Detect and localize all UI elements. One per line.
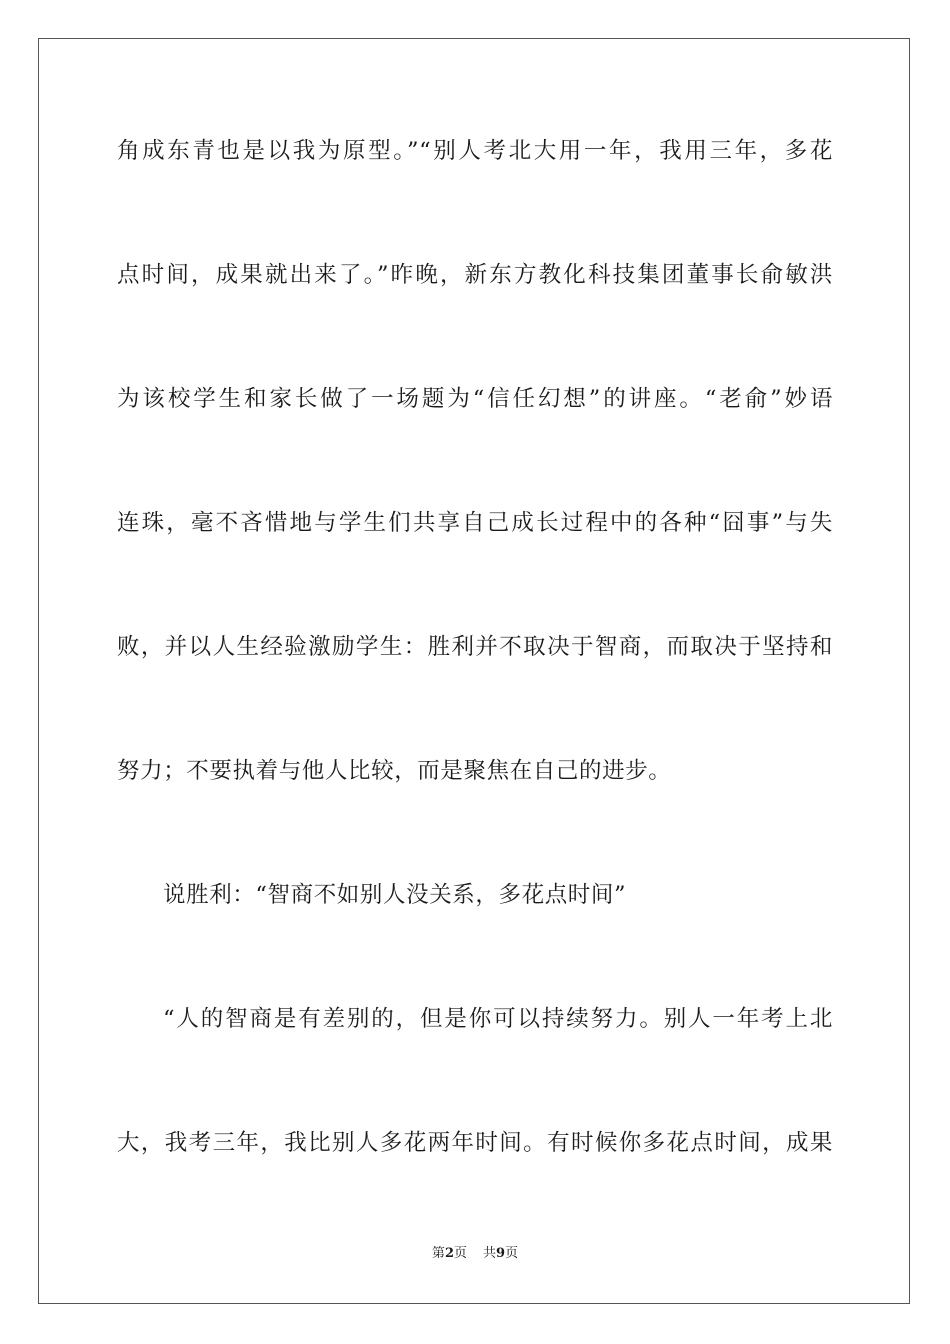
body-text-line-5: 败，并以人生经验激励学生：胜利并不取决于智商，而取决于坚持和 [117, 634, 833, 660]
footer-total-prefix: 共 [483, 1246, 497, 1261]
body-text-line-1: 角成东青也是以我为原型。”“别人考北大用一年，我用三年，多花 [117, 138, 833, 164]
body-text-line-9: 大，我考三年，我比别人多花两年时间。有时候你多花点时间，成果 [117, 1130, 833, 1156]
section-heading: 说胜利：“智商不如别人没关系，多花点时间” [163, 882, 627, 908]
footer-total-pages: 9 [496, 1246, 506, 1261]
page-border [38, 38, 910, 1304]
body-text-line-8: “人的智商是有差别的，但是你可以持续努力。别人一年考上北 [163, 1006, 833, 1032]
footer-page-suffix: 页 [453, 1246, 467, 1261]
body-text-line-4: 连珠，毫不吝惜地与学生们共享自己成长过程中的各种“囧事”与失 [117, 510, 833, 536]
body-text-line-2: 点时间，成果就出来了。”昨晚，新东方教化科技集团董事长俞敏洪 [117, 262, 833, 288]
footer-page-number: 2 [444, 1246, 454, 1261]
footer-page-prefix: 第 [431, 1246, 445, 1261]
footer-total-suffix: 页 [505, 1246, 519, 1261]
body-text-line-3: 为该校学生和家长做了一场题为“信任幻想”的讲座。“老俞”妙语 [117, 386, 833, 412]
page-footer [0, 1245, 950, 1263]
body-text-line-6: 努力；不要执着与他人比较，而是聚焦在自己的进步。 [117, 758, 672, 784]
